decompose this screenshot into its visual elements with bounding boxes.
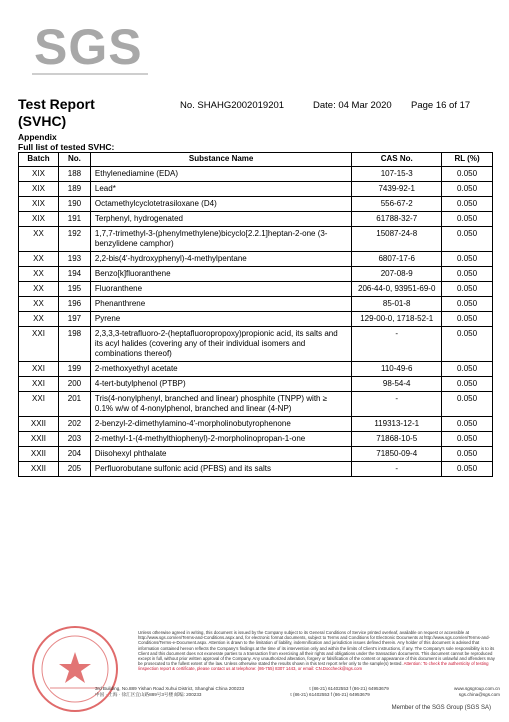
cell-batch: XIX xyxy=(19,182,59,197)
table-row xyxy=(19,212,493,227)
cell-rl: 0.050 xyxy=(442,167,493,182)
cell-no: 200 xyxy=(58,377,90,392)
cell-rl: 0.050 xyxy=(442,227,493,252)
cell-rl: 0.050 xyxy=(442,462,493,477)
cell-rl: 0.050 xyxy=(442,197,493,212)
cell-no: 191 xyxy=(58,212,90,227)
cell-batch: XXI xyxy=(19,362,59,377)
report-title xyxy=(18,96,95,130)
header-batch: Batch xyxy=(19,153,59,167)
cell-no: 195 xyxy=(58,282,90,297)
cell-no: 189 xyxy=(58,182,90,197)
cell-batch: XX xyxy=(19,297,59,312)
cell-cas: 556-67-2 xyxy=(352,197,442,212)
cell-substance: 1,7,7-trimethyl-3-(phenylmethylene)bicyclo[2.2.1]heptan-2-one (3-benzylidene camphor) xyxy=(90,227,351,252)
cell-batch: XX xyxy=(19,312,59,327)
cell-cas: 71868-10-5 xyxy=(352,432,442,447)
cell-rl: 0.050 xyxy=(442,182,493,197)
table-row xyxy=(19,167,493,182)
footer-address xyxy=(95,686,500,698)
table-row xyxy=(19,297,493,312)
list-title: Full list of tested SVHC: xyxy=(18,142,115,152)
cell-batch: XX xyxy=(19,252,59,267)
cell-no: 199 xyxy=(58,362,90,377)
cell-cas: 71850-09-4 xyxy=(352,447,442,462)
cell-substance: 2-methyl-1-(4-methylthiophenyl)-2-morpholinopropan-1-one xyxy=(90,432,351,447)
svhc-table xyxy=(18,152,493,477)
cell-batch: XXII xyxy=(19,447,59,462)
cell-batch: XXII xyxy=(19,432,59,447)
table-row xyxy=(19,447,493,462)
cell-rl: 0.050 xyxy=(442,212,493,227)
cell-no: 197 xyxy=(58,312,90,327)
cell-rl: 0.050 xyxy=(442,252,493,267)
cell-no: 192 xyxy=(58,227,90,252)
header-substance: Substance Name xyxy=(90,153,351,167)
cell-batch: XX xyxy=(19,267,59,282)
web-cn: sgs.china@sgs.com xyxy=(458,692,500,697)
cell-batch: XIX xyxy=(19,197,59,212)
cell-rl: 0.050 xyxy=(442,377,493,392)
cell-substance: Octamethylcyclotetrasiloxane (D4) xyxy=(90,197,351,212)
cell-substance: Phenanthrene xyxy=(90,297,351,312)
cell-batch: XIX xyxy=(19,212,59,227)
address-cn: 中国 · 上海 · 徐汇区宜山路889号3号楼 邮编: 200233 xyxy=(95,692,202,697)
report-title-line2: (SVHC) xyxy=(18,113,67,129)
cell-substance: Pyrene xyxy=(90,312,351,327)
cell-rl: 0.050 xyxy=(442,417,493,432)
cell-rl: 0.050 xyxy=(442,362,493,377)
cell-cas: 207-08-9 xyxy=(352,267,442,282)
cell-cas: 110-49-6 xyxy=(352,362,442,377)
cell-rl: 0.050 xyxy=(442,327,493,362)
cell-no: 190 xyxy=(58,197,90,212)
logo-text: SGS xyxy=(34,19,143,75)
table-row xyxy=(19,267,493,282)
cell-cas: 98-54-4 xyxy=(352,377,442,392)
cell-batch: XXII xyxy=(19,417,59,432)
cell-cas: 129-00-0, 1718-52-1 xyxy=(352,312,442,327)
cell-rl: 0.050 xyxy=(442,297,493,312)
cell-batch: XIX xyxy=(19,167,59,182)
page-number: Page 16 of 17 xyxy=(411,100,471,111)
cell-substance: Fluoranthene xyxy=(90,282,351,297)
cell-cas: - xyxy=(352,392,442,417)
tel-cn: t (86-21) 61402553 f (86-21) 64953679 xyxy=(290,692,370,697)
cell-no: 204 xyxy=(58,447,90,462)
cell-substance: 4-tert-butylphenol (PTBP) xyxy=(90,377,351,392)
cell-substance: Perfluorobutane sulfonic acid (PFBS) and its salts xyxy=(90,462,351,477)
address-en: 3rd Building, No.889 Yishan Road Xuhui District, Shanghai China 200233 xyxy=(95,686,245,691)
cell-batch: XX xyxy=(19,282,59,297)
cell-cas: - xyxy=(352,462,442,477)
cell-substance: Tris(4-nonylphenyl, branched and linear) phosphite (TNPP) with ≥ 0.1% w/w of 4-nonylphenol, branched and linear (4-NP) xyxy=(90,392,351,417)
cell-no: 203 xyxy=(58,432,90,447)
cell-substance: 2,3,3,3-tetrafluoro-2-(heptafluoropropoxy)propionic acid, its salts and its acyl halides (covering any of their individual isomers and combinations thereof) xyxy=(90,327,351,362)
table-header-row xyxy=(19,153,493,167)
cell-no: 193 xyxy=(58,252,90,267)
cell-batch: XXI xyxy=(19,327,59,362)
table-row xyxy=(19,197,493,212)
cell-cas: 61788-32-7 xyxy=(352,212,442,227)
company-seal xyxy=(28,622,123,717)
cell-batch: XXI xyxy=(19,392,59,417)
table-row xyxy=(19,327,493,362)
table-row xyxy=(19,417,493,432)
table-row xyxy=(19,252,493,267)
cell-substance: Lead* xyxy=(90,182,351,197)
cell-no: 201 xyxy=(58,392,90,417)
table-row xyxy=(19,312,493,327)
report-date: Date: 04 Mar 2020 xyxy=(313,100,392,111)
appendix-label: Appendix xyxy=(18,132,57,142)
cell-rl: 0.050 xyxy=(442,267,493,282)
cell-substance: Terphenyl, hydrogenated xyxy=(90,212,351,227)
cell-substance: 2-benzyl-2-dimethylamino-4'-morpholinobutyrophenone xyxy=(90,417,351,432)
cell-cas: 15087-24-8 xyxy=(352,227,442,252)
cell-batch: XX xyxy=(19,227,59,252)
cell-no: 205 xyxy=(58,462,90,477)
authenticity-notice: Attention: To check the authenticity of testing /inspection report & certificate, please contact us at telephone: (86-755) 8307 1443, or email: CN.Doccheck@sgs.com xyxy=(138,661,489,672)
report-title-line1: Test Report xyxy=(18,96,95,112)
cell-cas: 85-01-8 xyxy=(352,297,442,312)
cell-rl: 0.050 xyxy=(442,312,493,327)
terms-text: Unless otherwise agreed in writing, this document is issued by the Company subject to its General Conditions of Service printed overleaf, available on request or accessible at http://www.sgs.com/en/Terms-and-Conditions.aspx and, for electronic format documents, subject to Terms and Conditions for Electronic Documents at http://www.sgs.com/en/Terms-and-Conditions/Terms-e-Document.aspx. Attention is drawn to the limitation of liability, indemnification and jurisdiction issues defined therein. Any holder of this document is advised that information contained hereon reflects the Company's findings at the time of its intervention only and within the limits of Client's instructions, if any. The Company's sole responsibility is to its Client and this document does not exonerate parties to a transaction from exercising all their rights and obligations under the transaction documents. This document cannot be reproduced except in full, without prior written approval of the Company. Any unauthorized alteration, forgery or falsification of the content or appearance of this document is unlawful and offenders may be prosecuted to the fullest extent of the law. Unless otherwise stated the results shown in this test report refer only to the sample(s) tested. xyxy=(138,630,495,667)
cell-cas: 6807-17-6 xyxy=(352,252,442,267)
cell-no: 194 xyxy=(58,267,90,282)
header-no: No. xyxy=(58,153,90,167)
table-row xyxy=(19,282,493,297)
tel-en: t (86-21) 61402553 f (86-21) 64953679 xyxy=(309,686,389,691)
table-row xyxy=(19,462,493,477)
cell-substance: Ethylenediamine (EDA) xyxy=(90,167,351,182)
cell-batch: XXI xyxy=(19,377,59,392)
cell-rl: 0.050 xyxy=(442,282,493,297)
footer-terms xyxy=(138,630,500,672)
table-row xyxy=(19,362,493,377)
cell-no: 198 xyxy=(58,327,90,362)
cell-no: 202 xyxy=(58,417,90,432)
cell-cas: - xyxy=(352,327,442,362)
cell-cas: 119313-12-1 xyxy=(352,417,442,432)
report-number: No. SHAHG2002019201 xyxy=(180,100,285,111)
cell-substance: Diisohexyl phthalate xyxy=(90,447,351,462)
cell-no: 188 xyxy=(58,167,90,182)
cell-rl: 0.050 xyxy=(442,392,493,417)
table-row xyxy=(19,432,493,447)
cell-substance: Benzo[k]fluoranthene xyxy=(90,267,351,282)
table-row xyxy=(19,182,493,197)
table-row xyxy=(19,392,493,417)
cell-substance: 2-methoxyethyl acetate xyxy=(90,362,351,377)
table-row xyxy=(19,377,493,392)
cell-no: 196 xyxy=(58,297,90,312)
cell-cas: 206-44-0, 93951-69-0 xyxy=(352,282,442,297)
cell-batch: XXII xyxy=(19,462,59,477)
cell-rl: 0.050 xyxy=(442,432,493,447)
member-of-sgs: Member of the SGS Group (SGS SA) xyxy=(391,705,491,711)
header-rl: RL (%) xyxy=(442,153,493,167)
cell-substance: 2,2-bis(4'-hydroxyphenyl)-4-methylpentane xyxy=(90,252,351,267)
seal-icon xyxy=(28,622,123,717)
cell-rl: 0.050 xyxy=(442,447,493,462)
web-en: www.sgsgroup.com.cn xyxy=(454,686,500,691)
cell-cas: 107-15-3 xyxy=(352,167,442,182)
table-row xyxy=(19,227,493,252)
cell-cas: 7439-92-1 xyxy=(352,182,442,197)
header-cas: CAS No. xyxy=(352,153,442,167)
